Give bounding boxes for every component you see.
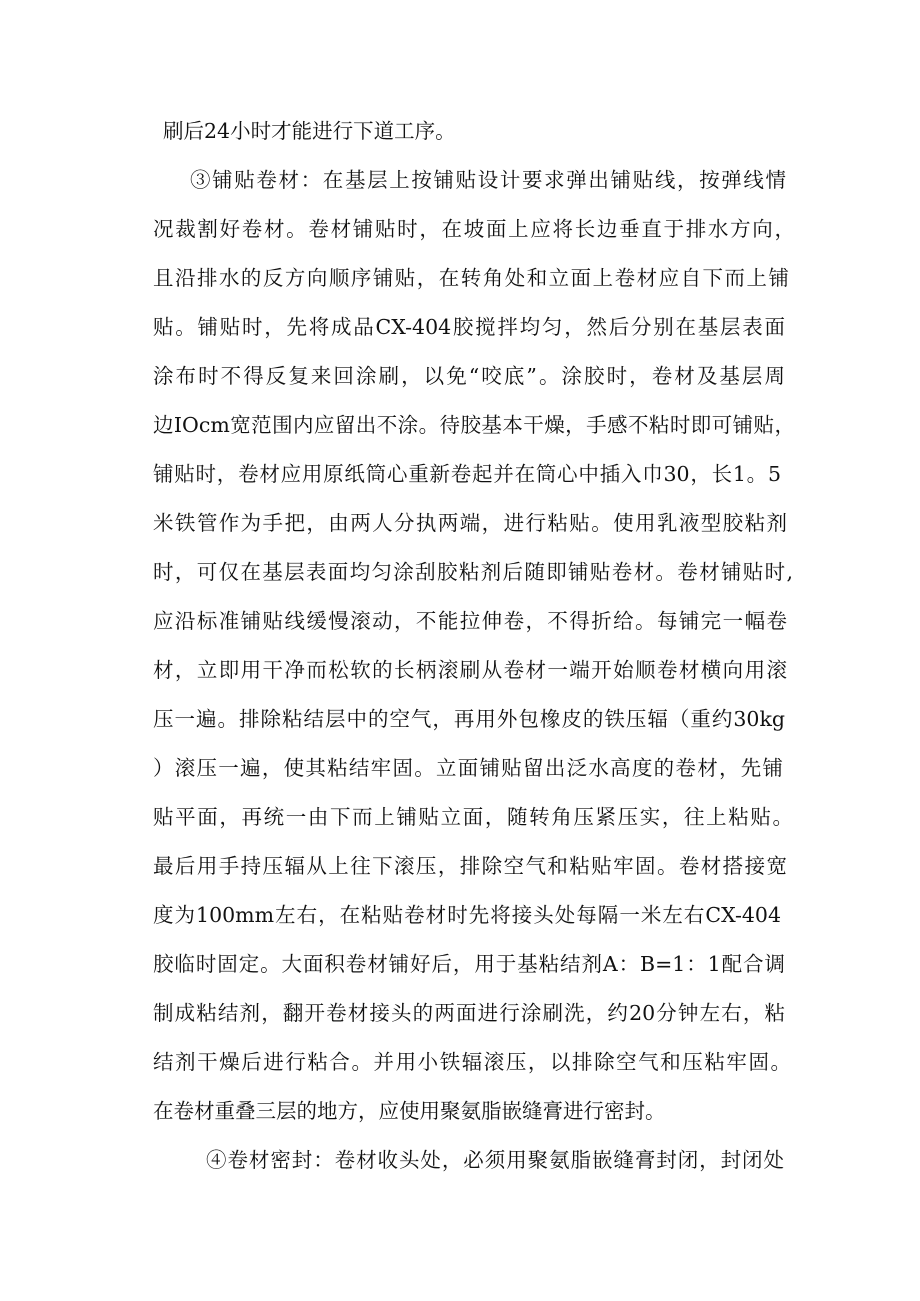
text-line: 边IOcm宽范围内应留出不涂。待胶基本干燥，手感不粘时即可铺贴， xyxy=(153,413,795,437)
text-line: 且沿排水的反方向顺序铺贴，在转角处和立面上卷材应自下而上铺 xyxy=(153,266,789,290)
text-line: ）滚压一遍，使其粘结牢固。立面铺贴留出泛水高度的卷材，先铺 xyxy=(153,756,783,780)
text-line: 况裁割好卷材。卷材铺贴时，在坡面上应将长边垂直于排水方向， xyxy=(153,217,795,241)
text-line: 贴平面，再统一由下而上铺贴立面，随转角压紧压实，往上粘贴。 xyxy=(153,805,793,829)
text-line: 度为100mm左右，在粘贴卷材时先将接头处每隔一米左右CX-404 xyxy=(153,903,781,927)
text-line: 结剂干燥后进行粘合。并用小铁辐滚压，以排除空气和压粘牢固。 xyxy=(153,1050,791,1074)
text-line: 应沿标准铺贴线缓慢滚动，不能拉伸卷，不得折给。每铺完一幅卷 xyxy=(153,609,787,633)
text-line: 涂布时不得反复来回涂刷，以免“咬底”。涂胶时，卷材及基层周 xyxy=(153,364,785,388)
text-line: 胶临时固定。大面积卷材铺好后，用于基粘结剂A：B=1：1配合调 xyxy=(153,952,785,976)
text-line: 时，可仅在基层表面均匀涂刮胶粘剂后随即铺贴卷材。卷材铺贴时, xyxy=(153,560,793,584)
text-line: 贴。铺贴时，先将成品CX-404胶搅拌均匀，然后分别在基层表面 xyxy=(153,315,785,339)
text-line: 刷后24小时才能进行下道工序。 xyxy=(163,119,456,143)
text-line: 最后用手持压辐从上往下滚压，排除空气和粘贴牢固。卷材搭接宽 xyxy=(153,854,787,878)
text-line: 米铁管作为手把，由两人分执两端，进行粘贴。使用乳液型胶粘剂 xyxy=(153,511,787,535)
text-line: 材，立即用干净而松软的长柄滚刷从卷材一端开始顺卷材横向用滚 xyxy=(153,658,787,682)
text-line: ④卷材密封：卷材收头处，必须用聚氨脂嵌缝膏封闭，封闭处 xyxy=(206,1148,784,1172)
text-line: 制成粘结剂，翻开卷材接头的两面进行涂刷洗，约20分钟左右，粘 xyxy=(153,1001,785,1025)
text-line: 压一遍。排除粘结层中的空气，再用外包橡皮的铁压辐（重约30kg xyxy=(153,707,785,731)
text-line: ③铺贴卷材：在基层上按铺贴设计要求弹出铺贴线，按弹线情 xyxy=(190,168,786,192)
text-line: 在卷材重叠三层的地方，应使用聚氨脂嵌缝膏进行密封。 xyxy=(153,1099,666,1123)
text-line: 铺贴时，卷材应用原纸筒心重新卷起并在筒心中插入巾30，长1。5 xyxy=(153,462,781,486)
